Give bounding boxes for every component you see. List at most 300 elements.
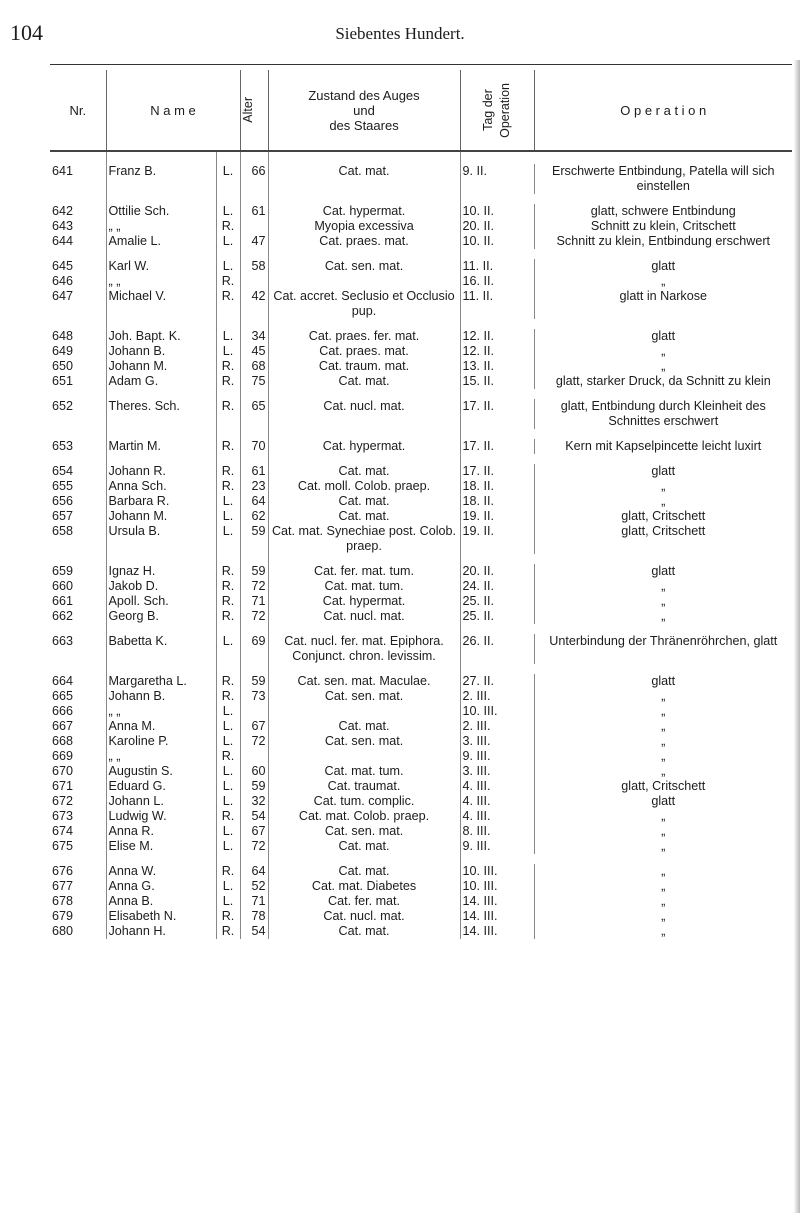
cell-operation: „	[534, 579, 792, 594]
cell-side: R.	[216, 399, 240, 429]
cell-day: 11. II.	[460, 259, 534, 274]
cell-side: L.	[216, 204, 240, 219]
cell-name: Anna R.	[106, 824, 216, 839]
cell-age: 71	[240, 894, 268, 909]
cell-operation: glatt	[534, 464, 792, 479]
cell-age: 59	[240, 524, 268, 554]
col-header-name-label: N a m e	[150, 102, 196, 118]
gap-cell	[216, 429, 240, 439]
row-gap	[50, 664, 792, 674]
cell-name: Anna B.	[106, 894, 216, 909]
gap-cell	[106, 554, 216, 564]
cell-day: 12. II.	[460, 344, 534, 359]
cell-name: Theres. Sch.	[106, 399, 216, 429]
cell-nr: 665	[52, 689, 74, 703]
cell-operation: glatt, Critschett	[534, 524, 792, 554]
col-header-nr: Nr.	[69, 102, 87, 118]
cell-nr: 678	[52, 894, 74, 908]
cell-day: 10. III.	[460, 879, 534, 894]
cell-condition: Cat. tum. complic.	[268, 794, 460, 809]
cell-condition: Cat. mat.	[268, 164, 460, 194]
cell-condition: Cat. fer. mat. tum.	[268, 564, 460, 579]
cell-operation: Unterbindung der Thränenröhrchen, glatt	[534, 634, 792, 664]
cell-operation: glatt	[534, 564, 792, 579]
running-title: Siebentes Hundert.	[335, 24, 465, 43]
row-gap	[50, 389, 792, 399]
cell-side: L.	[216, 764, 240, 779]
table-body	[50, 151, 792, 939]
cell-age: 68	[240, 359, 268, 374]
cell-side: L.	[216, 344, 240, 359]
cell-side: R.	[216, 464, 240, 479]
cell-name: Elisabeth N.	[106, 909, 216, 924]
cell-operation: „	[534, 479, 792, 494]
cell-nr: 677	[52, 879, 74, 893]
header-rule	[50, 64, 792, 65]
cell-name: Karoline P.	[106, 734, 216, 749]
cell-nr: 673	[52, 809, 74, 823]
cell-condition: Cat. sen. mat. Maculae.	[268, 674, 460, 689]
gap-cell	[216, 249, 240, 259]
cell-operation: „	[534, 894, 792, 909]
gap-cell	[460, 389, 534, 399]
cell-condition: Cat. mat.	[268, 509, 460, 524]
cell-age: 52	[240, 879, 268, 894]
row-gap	[50, 624, 792, 634]
cell-side: L.	[216, 494, 240, 509]
cell-operation: „	[534, 824, 792, 839]
cell-name: „ „	[106, 704, 216, 719]
cell-name: Apoll. Sch.	[106, 594, 216, 609]
cell-day: 4. III.	[460, 794, 534, 809]
row-gap	[50, 429, 792, 439]
cell-condition: Myopia excessiva	[268, 219, 460, 234]
cell-name: Johann H.	[106, 924, 216, 939]
cell-age: 72	[240, 609, 268, 624]
table-row	[50, 674, 792, 689]
cell-operation: „	[534, 749, 792, 764]
table-row	[50, 579, 792, 594]
cell-day: 10. II.	[460, 234, 534, 249]
cell-side: R.	[216, 579, 240, 594]
cell-condition: Cat. fer. mat.	[268, 894, 460, 909]
cell-operation: „	[534, 704, 792, 719]
cell-age: 72	[240, 839, 268, 854]
table-row	[50, 809, 792, 824]
cell-condition: Cat. hypermat.	[268, 204, 460, 219]
cell-condition: Cat. hypermat.	[268, 594, 460, 609]
cell-age: 71	[240, 594, 268, 609]
page-edge-shadow	[794, 60, 800, 1213]
table-row	[50, 909, 792, 924]
cell-side: L.	[216, 259, 240, 274]
cell-operation: „	[534, 494, 792, 509]
table-row	[50, 234, 792, 249]
table-row	[50, 689, 792, 704]
cell-nr: 659	[52, 564, 74, 578]
cell-condition: Cat. moll. Colob. praep.	[268, 479, 460, 494]
cell-name: „ „	[106, 219, 216, 234]
cell-day: 24. II.	[460, 579, 534, 594]
cell-operation: „	[534, 274, 792, 289]
cell-age: 59	[240, 779, 268, 794]
cell-day: 11. II.	[460, 289, 534, 319]
cell-name: „ „	[106, 274, 216, 289]
cell-nr: 669	[52, 749, 74, 763]
cell-side: L.	[216, 734, 240, 749]
gap-cell	[460, 454, 534, 464]
cell-name: Eduard G.	[106, 779, 216, 794]
col-header-zustand-line: Zustand des Auges	[308, 87, 420, 103]
gap-cell	[240, 624, 268, 634]
cell-day: 10. III.	[460, 864, 534, 879]
table-row	[50, 719, 792, 734]
cell-side: R.	[216, 924, 240, 939]
table-row	[50, 289, 792, 319]
cell-age: 60	[240, 764, 268, 779]
cell-nr: 672	[52, 794, 74, 808]
table-row	[50, 219, 792, 234]
cell-nr: 655	[52, 479, 74, 493]
col-header-alter-label: Alter	[240, 97, 255, 123]
cell-day: 17. II.	[460, 464, 534, 479]
cell-side: R.	[216, 864, 240, 879]
gap-cell	[216, 454, 240, 464]
cell-operation: „	[534, 359, 792, 374]
col-header-zustand-line: und	[353, 102, 375, 118]
cell-nr: 650	[52, 359, 74, 373]
table-row	[50, 894, 792, 909]
cell-day: 2. III.	[460, 719, 534, 734]
cell-age: 66	[240, 164, 268, 194]
page-number: 104	[10, 20, 43, 45]
cell-side: L.	[216, 524, 240, 554]
spacer-cell	[106, 151, 216, 164]
cell-day: 17. II.	[460, 439, 534, 454]
table-row	[50, 839, 792, 854]
table-row	[50, 594, 792, 609]
gap-cell	[106, 249, 216, 259]
cell-operation: „	[534, 909, 792, 924]
cell-operation: glatt, schwere Entbindung	[534, 204, 792, 219]
cell-side: L.	[216, 704, 240, 719]
cell-name: Johann M.	[106, 359, 216, 374]
cell-nr: 671	[52, 779, 74, 793]
table-row	[50, 374, 792, 389]
cell-age: 72	[240, 734, 268, 749]
cell-condition: Cat. praes. mat.	[268, 344, 460, 359]
gap-cell	[50, 429, 106, 439]
row-gap	[50, 249, 792, 259]
cell-age: 54	[240, 924, 268, 939]
table-row	[50, 564, 792, 579]
gap-cell	[50, 624, 106, 634]
cell-age: 61	[240, 464, 268, 479]
cell-age	[240, 219, 268, 234]
gap-cell	[268, 249, 460, 259]
cell-condition	[268, 749, 460, 764]
cell-condition: Cat. sen. mat.	[268, 734, 460, 749]
gap-cell	[106, 454, 216, 464]
cell-day: 19. II.	[460, 524, 534, 554]
cell-age: 64	[240, 864, 268, 879]
table-row	[50, 164, 792, 194]
cell-nr: 663	[52, 634, 74, 648]
col-header-tag-line: Operation	[498, 82, 513, 138]
cell-name: „ „	[106, 749, 216, 764]
cell-condition: Cat. mat. tum.	[268, 579, 460, 594]
cell-age: 34	[240, 329, 268, 344]
cell-side: R.	[216, 609, 240, 624]
cell-age: 47	[240, 234, 268, 249]
gap-cell	[240, 194, 268, 204]
table-row	[50, 494, 792, 509]
cell-operation: „	[534, 764, 792, 779]
row-gap	[50, 454, 792, 464]
gap-cell	[268, 454, 460, 464]
table-row	[50, 794, 792, 809]
cell-condition: Cat. mat.	[268, 494, 460, 509]
cell-name: Anna Sch.	[106, 479, 216, 494]
cell-day: 2. III.	[460, 689, 534, 704]
cell-name: Franz B.	[106, 164, 216, 194]
cell-age: 59	[240, 564, 268, 579]
cell-name: Martin M.	[106, 439, 216, 454]
cell-side: R.	[216, 689, 240, 704]
gap-cell	[268, 664, 460, 674]
gap-cell	[240, 554, 268, 564]
cell-age: 73	[240, 689, 268, 704]
row-gap	[50, 194, 792, 204]
cell-condition: Cat. mat.	[268, 839, 460, 854]
cell-nr: 656	[52, 494, 74, 508]
cell-age: 54	[240, 809, 268, 824]
cell-day: 14. III.	[460, 909, 534, 924]
spacer-cell	[240, 151, 268, 164]
cell-day: 13. II.	[460, 359, 534, 374]
col-header-tag-line: Tag der	[481, 89, 496, 131]
cell-condition: Cat. traumat.	[268, 779, 460, 794]
gap-cell	[216, 194, 240, 204]
cell-nr: 667	[52, 719, 74, 733]
cell-condition: Cat. sen. mat.	[268, 824, 460, 839]
cell-side: L.	[216, 839, 240, 854]
cell-condition: Cat. nucl. mat.	[268, 609, 460, 624]
cell-operation: „	[534, 689, 792, 704]
cell-nr: 645	[52, 259, 74, 273]
cell-age: 72	[240, 579, 268, 594]
cell-operation: glatt in Narkose	[534, 289, 792, 319]
col-header-name	[106, 70, 240, 151]
cell-day: 9. II.	[460, 164, 534, 194]
cell-condition: Cat. sen. mat.	[268, 259, 460, 274]
cell-operation: glatt, starker Druck, da Schnitt zu klein	[534, 374, 792, 389]
gap-cell	[50, 249, 106, 259]
cell-age: 59	[240, 674, 268, 689]
cell-nr: 676	[52, 864, 74, 878]
cell-condition: Cat. hypermat.	[268, 439, 460, 454]
gap-cell	[268, 854, 460, 864]
cell-nr: 642	[52, 204, 74, 218]
cell-nr: 646	[52, 274, 74, 288]
cell-age: 75	[240, 374, 268, 389]
gap-cell	[106, 624, 216, 634]
cell-operation: „	[534, 594, 792, 609]
cell-age	[240, 704, 268, 719]
table-row	[50, 274, 792, 289]
gap-cell	[460, 249, 534, 259]
cell-age: 58	[240, 259, 268, 274]
gap-cell	[106, 664, 216, 674]
gap-cell	[240, 249, 268, 259]
table-row	[50, 344, 792, 359]
gap-cell	[50, 389, 106, 399]
cell-name: Ursula B.	[106, 524, 216, 554]
cell-name: Johann L.	[106, 794, 216, 809]
gap-cell	[216, 554, 240, 564]
cell-name: Augustin S.	[106, 764, 216, 779]
cell-condition	[268, 274, 460, 289]
cell-nr: 674	[52, 824, 74, 838]
cell-day: 25. II.	[460, 609, 534, 624]
table-row	[50, 879, 792, 894]
cell-condition: Cat. nucl. fer. mat. Epiphora. Conjunct. chron. levissim.	[268, 634, 460, 664]
table-row	[50, 329, 792, 344]
cell-operation: glatt, Critschett	[534, 779, 792, 794]
cell-condition: Cat. mat. Diabetes	[268, 879, 460, 894]
cell-nr: 653	[52, 439, 74, 453]
col-header-operation: O p e r a t i o n	[534, 70, 792, 151]
gap-cell	[216, 319, 240, 329]
cell-side: L.	[216, 329, 240, 344]
spacer-cell	[50, 151, 106, 164]
cell-condition	[268, 704, 460, 719]
table-row	[50, 634, 792, 664]
cell-nr: 664	[52, 674, 74, 688]
cell-side: L.	[216, 879, 240, 894]
cell-side: R.	[216, 479, 240, 494]
page-header	[0, 0, 800, 60]
cell-age: 61	[240, 204, 268, 219]
cell-age: 42	[240, 289, 268, 319]
cell-condition: Cat. mat. Colob. praep.	[268, 809, 460, 824]
cell-day: 27. II.	[460, 674, 534, 689]
cell-age: 32	[240, 794, 268, 809]
cell-operation: „	[534, 734, 792, 749]
gap-cell	[50, 319, 106, 329]
cell-nr: 643	[52, 219, 74, 233]
cell-name: Barbara R.	[106, 494, 216, 509]
spacer-cell	[216, 151, 240, 164]
cell-operation: „	[534, 344, 792, 359]
cell-day: 18. II.	[460, 479, 534, 494]
cell-operation: Erschwerte Entbindung, Patella will sich einstellen	[534, 164, 792, 194]
cell-nr: 670	[52, 764, 74, 778]
cell-day: 17. II.	[460, 399, 534, 429]
cell-side: L.	[216, 164, 240, 194]
col-header-zustand	[268, 70, 460, 151]
cell-side: R.	[216, 564, 240, 579]
cell-nr: 666	[52, 704, 74, 718]
gap-cell	[240, 854, 268, 864]
cell-condition: Cat. praes. mat.	[268, 234, 460, 249]
cell-name: Ludwig W.	[106, 809, 216, 824]
cell-nr: 661	[52, 594, 74, 608]
cell-nr: 680	[52, 924, 74, 938]
cell-day: 8. III.	[460, 824, 534, 839]
cell-nr: 649	[52, 344, 74, 358]
cell-day: 20. II.	[460, 219, 534, 234]
cell-name: Johann R.	[106, 464, 216, 479]
gap-cell	[460, 319, 534, 329]
cell-name: Babetta K.	[106, 634, 216, 664]
cell-day: 3. III.	[460, 734, 534, 749]
table-row	[50, 439, 792, 454]
cell-name: Anna G.	[106, 879, 216, 894]
col-header-zustand-line: des Staares	[329, 117, 399, 133]
cell-operation: glatt	[534, 329, 792, 344]
cell-condition: Cat. nucl. mat.	[268, 399, 460, 429]
cell-name: Amalie L.	[106, 234, 216, 249]
cell-name: Ottilie Sch.	[106, 204, 216, 219]
cell-age: 78	[240, 909, 268, 924]
col-header-alter	[240, 70, 268, 151]
cell-name: Michael V.	[106, 289, 216, 319]
cell-age: 45	[240, 344, 268, 359]
table-header	[50, 70, 792, 151]
cell-day: 25. II.	[460, 594, 534, 609]
cell-day: 18. II.	[460, 494, 534, 509]
cell-side: R.	[216, 219, 240, 234]
cell-condition: Cat. nucl. mat.	[268, 909, 460, 924]
cell-age: 23	[240, 479, 268, 494]
cell-operation: Schnitt zu klein, Entbindung erschwert	[534, 234, 792, 249]
gap-cell	[106, 319, 216, 329]
cell-operation: „	[534, 609, 792, 624]
cell-day: 4. III.	[460, 779, 534, 794]
cell-day: 9. III.	[460, 749, 534, 764]
cell-side: R.	[216, 359, 240, 374]
cell-day: 12. II.	[460, 329, 534, 344]
table-row	[50, 779, 792, 794]
table-row	[50, 924, 792, 939]
cell-side: L.	[216, 779, 240, 794]
table-row	[50, 259, 792, 274]
cell-day: 9. III.	[460, 839, 534, 854]
row-gap	[50, 554, 792, 564]
gap-cell	[106, 854, 216, 864]
gap-cell	[50, 554, 106, 564]
cell-age: 67	[240, 719, 268, 734]
cell-age: 69	[240, 634, 268, 664]
gap-cell	[268, 624, 460, 634]
cell-day: 15. II.	[460, 374, 534, 389]
gap-cell	[106, 429, 216, 439]
cell-day: 26. II.	[460, 634, 534, 664]
gap-cell	[460, 554, 534, 564]
cell-side: R.	[216, 749, 240, 764]
cell-condition: Cat. mat. Synechiae post. Colob. praep.	[268, 524, 460, 554]
cell-day: 10. III.	[460, 704, 534, 719]
cell-nr: 675	[52, 839, 74, 853]
cell-name: Johann B.	[106, 689, 216, 704]
cell-side: R.	[216, 374, 240, 389]
cell-nr: 651	[52, 374, 74, 388]
cell-operation: „	[534, 924, 792, 939]
cell-name: Elise M.	[106, 839, 216, 854]
cell-day: 16. II.	[460, 274, 534, 289]
table-row	[50, 359, 792, 374]
